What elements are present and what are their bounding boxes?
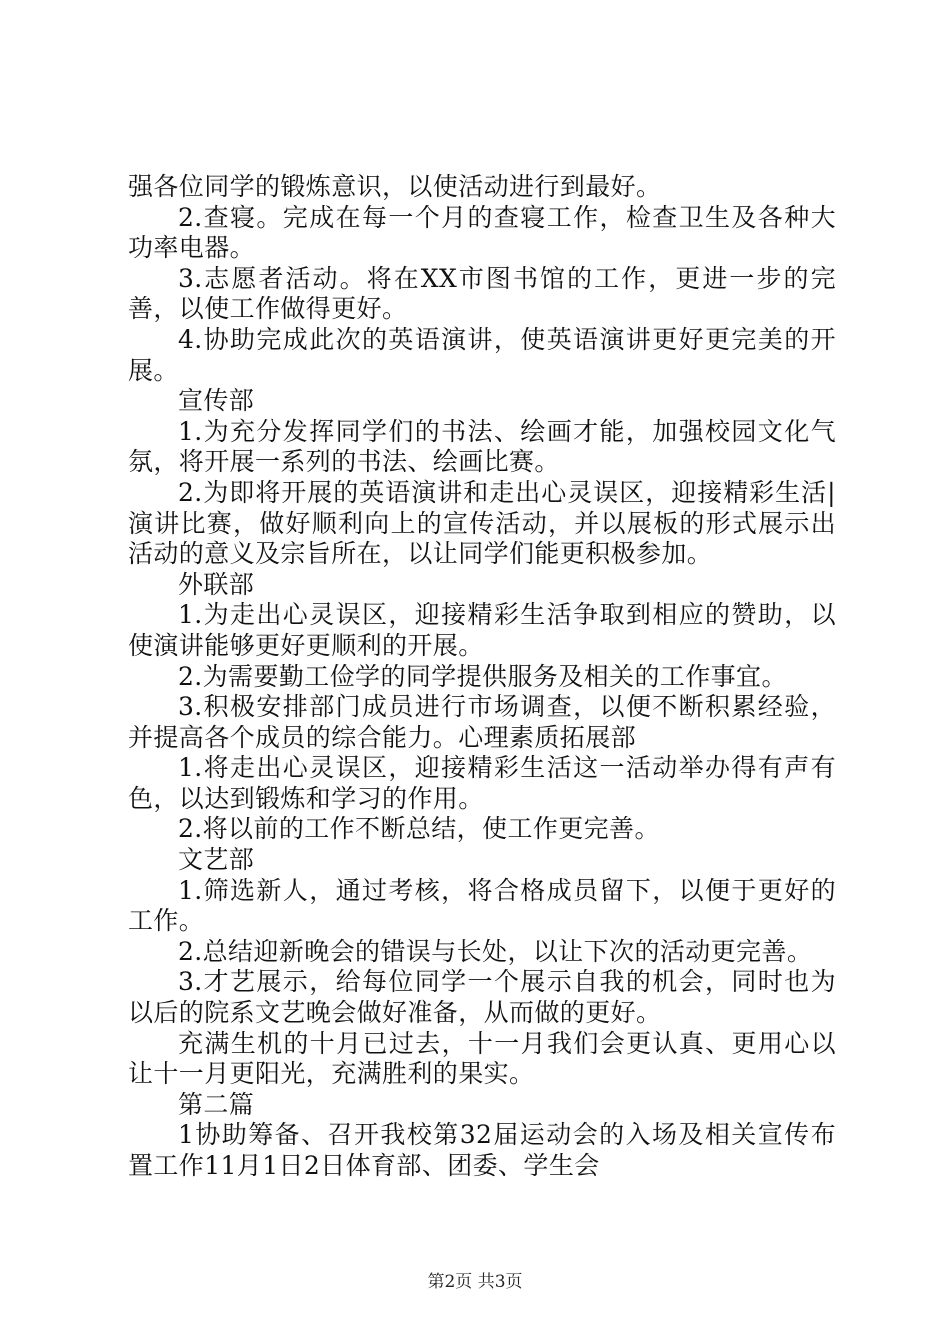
page-number-label: 第2页 共3页 — [427, 1272, 523, 1292]
section-heading: 外联部 — [178, 569, 255, 599]
section-heading: 文艺部 — [178, 845, 255, 875]
paragraph: 3.积极安排部门成员进行市场调查，以便不断积累经验，并提高各个成员的综合能力。心理素质拓展部 — [128, 692, 836, 752]
paragraph: 1.将走出心灵误区，迎接精彩生活这一活动举办得有声有色，以达到锻炼和学习的作用。 — [128, 753, 836, 813]
paragraph: 1.筛选新人，通过考核，将合格成员留下，以便于更好的工作。 — [128, 875, 836, 936]
paragraph: 强各位同学的锻炼意识，以使活动进行到最好。 — [128, 172, 662, 201]
paragraph: 4.协助完成此次的英语演讲，使英语演讲更好更完美的开展。 — [128, 324, 836, 385]
section-heading: 宣传部 — [178, 386, 255, 416]
paragraph: 2.为需要勤工俭学的同学提供服务及相关的工作事宜。 — [178, 661, 787, 691]
document-body — [128, 172, 836, 1182]
paragraph: 2.为即将开展的英语演讲和走出心灵误区，迎接精彩生活|演讲比赛，做好顺利向上的宣传活动，并以展板的形式展示出活动的意义及宗旨所在，以让同学们能更积极参加。 — [128, 477, 836, 569]
paragraph: 3.才艺展示，给每位同学一个展示自我的机会，同时也为以后的院系文艺晚会做好准备，从而做的更好。 — [128, 967, 836, 1028]
paragraph: 2.将以前的工作不断总结，使工作更完善。 — [178, 814, 660, 844]
paragraph: 1.为走出心灵误区，迎接精彩生活争取到相应的赞助，以使演讲能够更好更顺利的开展。 — [128, 600, 836, 660]
paragraph: 3.志愿者活动。将在XX市图书馆的工作，更进一步的完善，以使工作做得更好。 — [128, 263, 836, 324]
paragraph: 2.总结迎新晚会的错误与长处，以让下次的活动更完善。 — [178, 936, 813, 966]
page-footer — [0, 1272, 950, 1292]
paragraph: 1协助筹备、召开我校第32届运动会的入场及相关宣传布置工作11月1日2日体育部、团委、学生会 — [128, 1120, 836, 1180]
paragraph: 1.为充分发挥同学们的书法、绘画才能，加强校园文化气氛，将开展一系列的书法、绘画比赛。 — [128, 416, 836, 477]
paragraph: 充满生机的十月已过去，十一月我们会更认真、更用心以让十一月更阳光，充满胜利的果实。 — [128, 1028, 836, 1089]
section-heading: 第二篇 — [178, 1089, 255, 1119]
paragraph: 2.查寝。完成在每一个月的查寝工作，检查卫生及各种大功率电器。 — [128, 202, 836, 263]
